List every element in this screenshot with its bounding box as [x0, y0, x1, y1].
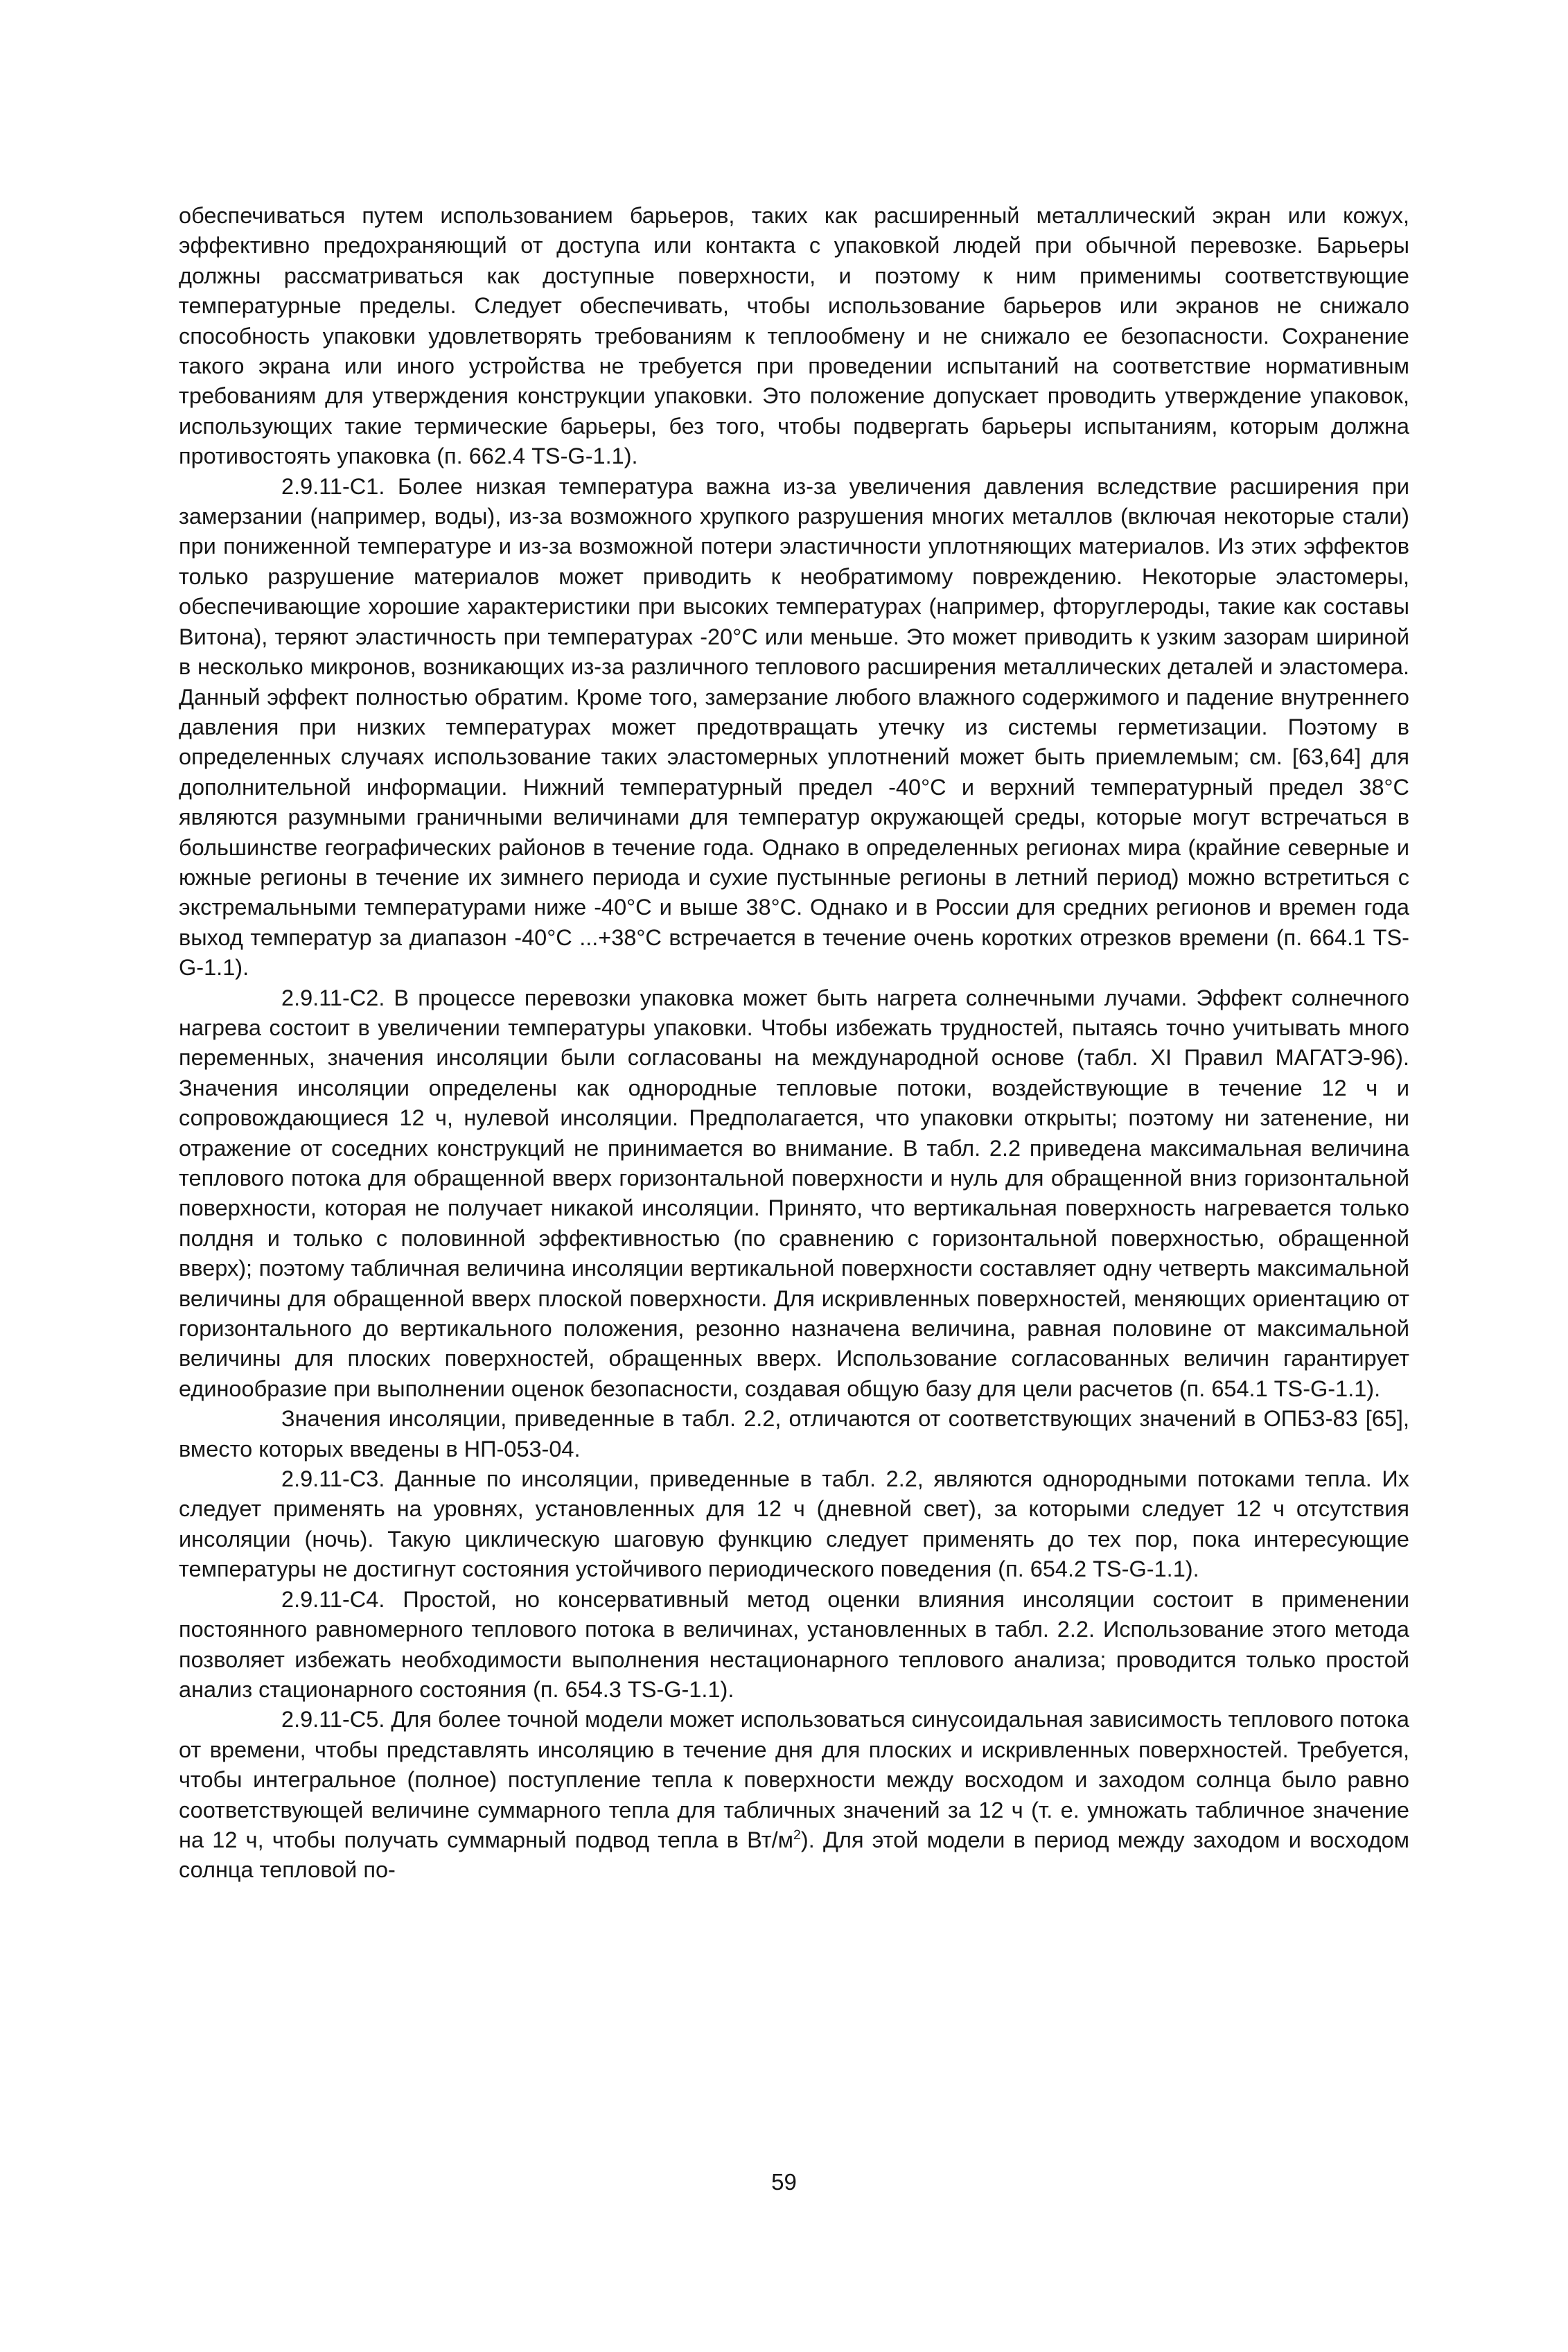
body-text: [179, 201, 1409, 1886]
paragraph-2-9-11-c1: 2.9.11-С1. Более низкая температура важна из-за увеличения давления вследствие расширения при замерзании (например, воды), из-за возможного хрупкого разрушения многих металлов (включая некоторые стали) при пониженной температуре и из-за возможной потери эластичности уплотняющих материалов. Из этих эффектов только разрушение материалов может приводить к необратимому повреждению. Некоторые эластомеры, обеспечивающие хорошие характеристики при высоких температурах (например, фторуглероды, такие как составы Витона), теряют эластичность при температурах -20°С или меньше. Это может приводить к узким зазорам шириной в несколько микронов, возникающих из-за различного теплового расширения металлических деталей и эластомера. Данный эффект полностью обратим. Кроме того, замерзание любого влажного содержимого и падение внутреннего давления при низких температурах может предотвращать утечку из системы герметизации. Поэтому в определенных случаях использование таких эластомерных уплотнений может быть приемлемым; см. [63,64] для дополнительной информации. Нижний температурный предел -40°С и верхний температурный предел 38°С являются разумными граничными величинами для температур окружающей среды, которые могут встречаться в большинстве географических районов в течение года. Однако в определенных регионах мира (крайние северные и южные регионы в течение их зимнего периода и сухие пустынные регионы в летний период) можно встретиться с экстремальными температурами ниже -40°С и выше 38°С. Однако и в России для средних регионов и времен года выход температур за диапазон -40°С ...+38°С встречается в течение очень коротких отрезков времени (п. 664.1 TS-G-1.1).: [179, 473, 1409, 981]
page-number: 59: [771, 2169, 797, 2195]
paragraph-2-9-11-c2: 2.9.11-С2. В процессе перевозки упаковка может быть нагрета солнечными лучами. Эффект солнечного нагрева состоит в увеличении температуры упаковки. Чтобы избежать трудностей, пытаясь точно учитывать много переменных, значения инсоляции были согласованы на международной основе (табл. XI Правил МАГАТЭ-96). Значения инсоляции определены как однородные тепловые потоки, воздействующие в течение 12 ч и сопровождающиеся 12 ч, нулевой инсоляции. Предполагается, что упаковки открыты; поэтому ни затенение, ни отражение от соседних конструкций не принимается во внимание. В табл. 2.2 приведена максимальная величина теплового потока для обращенной вверх горизонтальной поверхности и нуль для обращенной вниз горизонтальной поверхности, которая не получает никакой инсоляции. Принято, что вертикальная поверхность нагревается только полдня и только с половинной эффективностью (по сравнению с горизонтальной поверхностью, обращенной вверх); поэтому табличная величина инсоляции вертикальной поверхности составляет одну четверть максимальной величины для обращенной вверх плоской поверхности. Для искривленных поверхностей, меняющих ориентацию от горизонтального до вертикального положения, резонно назначена величина, равная половине от максимальной величины для плоских поверхностей, обращенных вверх. Использование согласованных величин гарантирует единообразие при выполнении оценок безопасности, создавая общую базу для цели расчетов (п. 654.1 TS-G-1.1).: [179, 985, 1409, 1401]
unit-superscript: 2: [793, 1827, 801, 1843]
paragraph-2-9-11-c5: [179, 1705, 1409, 1885]
paragraph-2-9-11-c4: 2.9.11-С4. Простой, но консервативный метод оценки влияния инсоляции состоит в применении постоянного равномерного теплового потока в величинах, установленных в табл. 2.2. Использование этого метода позволяет избежать необходимости выполнения нестационарного теплового анализа; проводится только простой анализ стационарного состояния (п. 654.3 TS-G-1.1).: [179, 1586, 1409, 1702]
paragraph-insolation-note: Значения инсоляции, приведенные в табл. 2.2, отличаются от соответствующих значений в ОПБЗ-83 [65], вместо которых введены в НП-053-04.: [179, 1406, 1409, 1462]
paragraph-2-9-11-c5-text: 2.9.11-С5. Для более точной модели может использоваться синусоидальная зависимость теплового потока от времени, чтобы представлять инсоляцию в течение дня для плоских и искривленных поверхностей. Требуется, чтобы интегральное (полное) поступление тепла к поверхности между восходом и заходом солнца было равно соответствующей величине суммарного тепла для табличных значений за 12 ч (т. е. умножать табличное значение на 12 ч, чтобы получать суммарный подвод тепла в Вт/м: [179, 1707, 1409, 1852]
paragraph-2-9-11-c5-tail: ). Для этой модели в период между заходом и восходом солнца тепловой по-: [179, 1827, 1409, 1883]
paragraph-continued: обеспечиваться путем использованием барьеров, таких как расширенный металлический экран или кожух, эффективно предохраняющий от доступа или контакта с упаковкой людей при обычной перевозке. Барьеры должны рассматриваться как доступные поверхности, и поэтому к ним применимы соответствующие температурные пределы. Следует обеспечивать, чтобы использование барьеров или экранов не снижало способность упаковки удовлетворять требованиям к теплообмену и не снижало ее безопасности. Сохранение такого экрана или иного устройства не требуется при проведении испытаний на соответствие нормативным требованиям для утверждения конструкции упаковки. Это положение допускает проводить утверждение упаковок, использующих такие термические барьеры, без того, чтобы подвергать барьеры испытаниям, которым должна противостоять упаковка (п. 662.4 TS-G-1.1).: [179, 203, 1409, 469]
paragraph-2-9-11-c3: 2.9.11-С3. Данные по инсоляции, приведенные в табл. 2.2, являются однородными потоками тепла. Их следует применять на уровнях, установленных для 12 ч (дневной свет), за которыми следует 12 ч отсутствия инсоляции (ночь). Такую циклическую шаговую функцию следует применять до тех пор, пока интересующие температуры не достигнут состояния устойчивого периодического поведения (п. 654.2 TS-G-1.1).: [179, 1466, 1409, 1582]
